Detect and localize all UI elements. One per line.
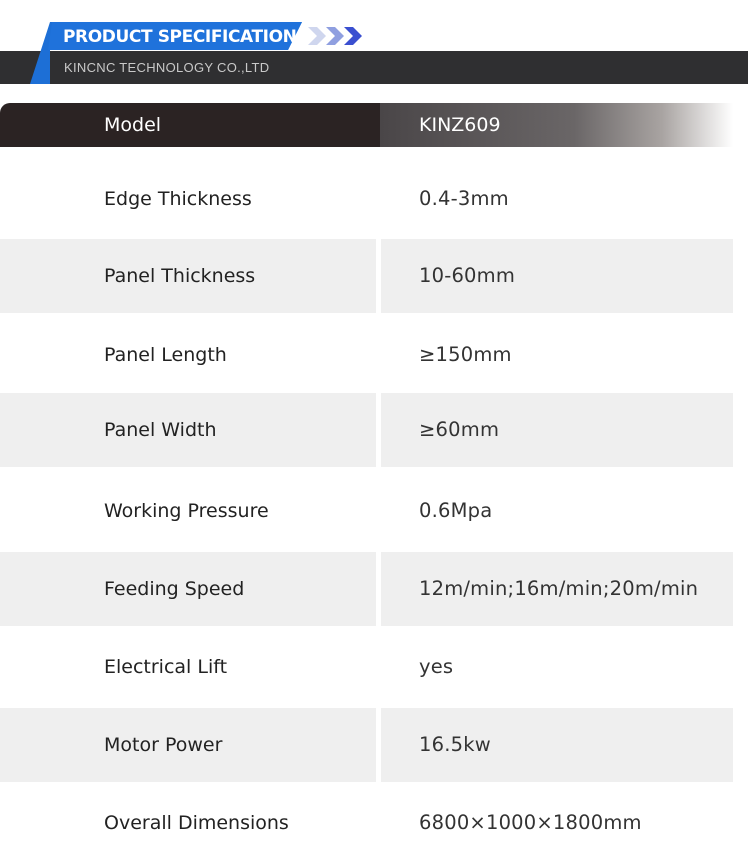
row-label-cell xyxy=(0,708,376,782)
row-value-cell xyxy=(381,630,733,704)
table-row xyxy=(0,552,733,626)
row-label-cell xyxy=(0,786,376,860)
row-value: 12m/min;16m/min;20m/min xyxy=(419,577,699,600)
row-value-cell xyxy=(381,708,733,782)
row-value: 0.4-3mm xyxy=(419,187,509,210)
header-value: KINZ609 xyxy=(419,114,501,136)
table-row xyxy=(0,318,733,392)
table-row xyxy=(0,162,733,236)
row-label: Electrical Lift xyxy=(104,656,228,678)
row-value-cell xyxy=(381,162,733,236)
row-value: yes xyxy=(419,655,454,678)
row-value-cell xyxy=(381,239,733,313)
table-row xyxy=(0,630,733,704)
header-value-cell xyxy=(380,103,733,147)
table-header-row xyxy=(0,103,733,147)
row-value: 10-60mm xyxy=(419,264,516,287)
row-label-cell xyxy=(0,552,376,626)
row-label: Panel Length xyxy=(104,344,227,366)
row-label-cell xyxy=(0,630,376,704)
row-label-cell xyxy=(0,474,376,548)
row-label: Edge Thickness xyxy=(104,188,252,210)
row-value-cell xyxy=(381,393,733,467)
table-row xyxy=(0,474,733,548)
row-value-cell xyxy=(381,474,733,548)
header-label-cell xyxy=(0,103,380,147)
row-value: 0.6Mpa xyxy=(419,499,493,522)
row-value: ≥60mm xyxy=(419,418,500,441)
row-label-cell xyxy=(0,393,376,467)
row-label: Overall Dimensions xyxy=(104,812,289,834)
row-value-cell xyxy=(381,318,733,392)
table-row xyxy=(0,786,733,860)
row-label-cell xyxy=(0,318,376,392)
header-label: Model xyxy=(104,114,162,136)
row-label: Working Pressure xyxy=(104,500,269,522)
table-row xyxy=(0,708,733,782)
company-name: KINCNC TECHNOLOGY CO.,LTD xyxy=(64,60,270,75)
table-row xyxy=(0,393,733,467)
spec-header xyxy=(0,0,750,95)
row-value: 6800×1000×1800mm xyxy=(419,811,642,834)
page-title: PRODUCT SPECIFICATION xyxy=(63,27,297,47)
row-value: ≥150mm xyxy=(419,343,512,366)
row-label: Feeding Speed xyxy=(104,578,245,600)
row-value-cell xyxy=(381,786,733,860)
row-label-cell xyxy=(0,162,376,236)
table-row xyxy=(0,239,733,313)
row-label: Panel Width xyxy=(104,419,217,441)
row-value-cell xyxy=(381,552,733,626)
row-value: 16.5kw xyxy=(419,733,491,756)
row-label: Panel Thickness xyxy=(104,265,256,287)
row-label-cell xyxy=(0,239,376,313)
triple-chevron-right-icon xyxy=(306,25,368,47)
row-label: Motor Power xyxy=(104,734,223,756)
